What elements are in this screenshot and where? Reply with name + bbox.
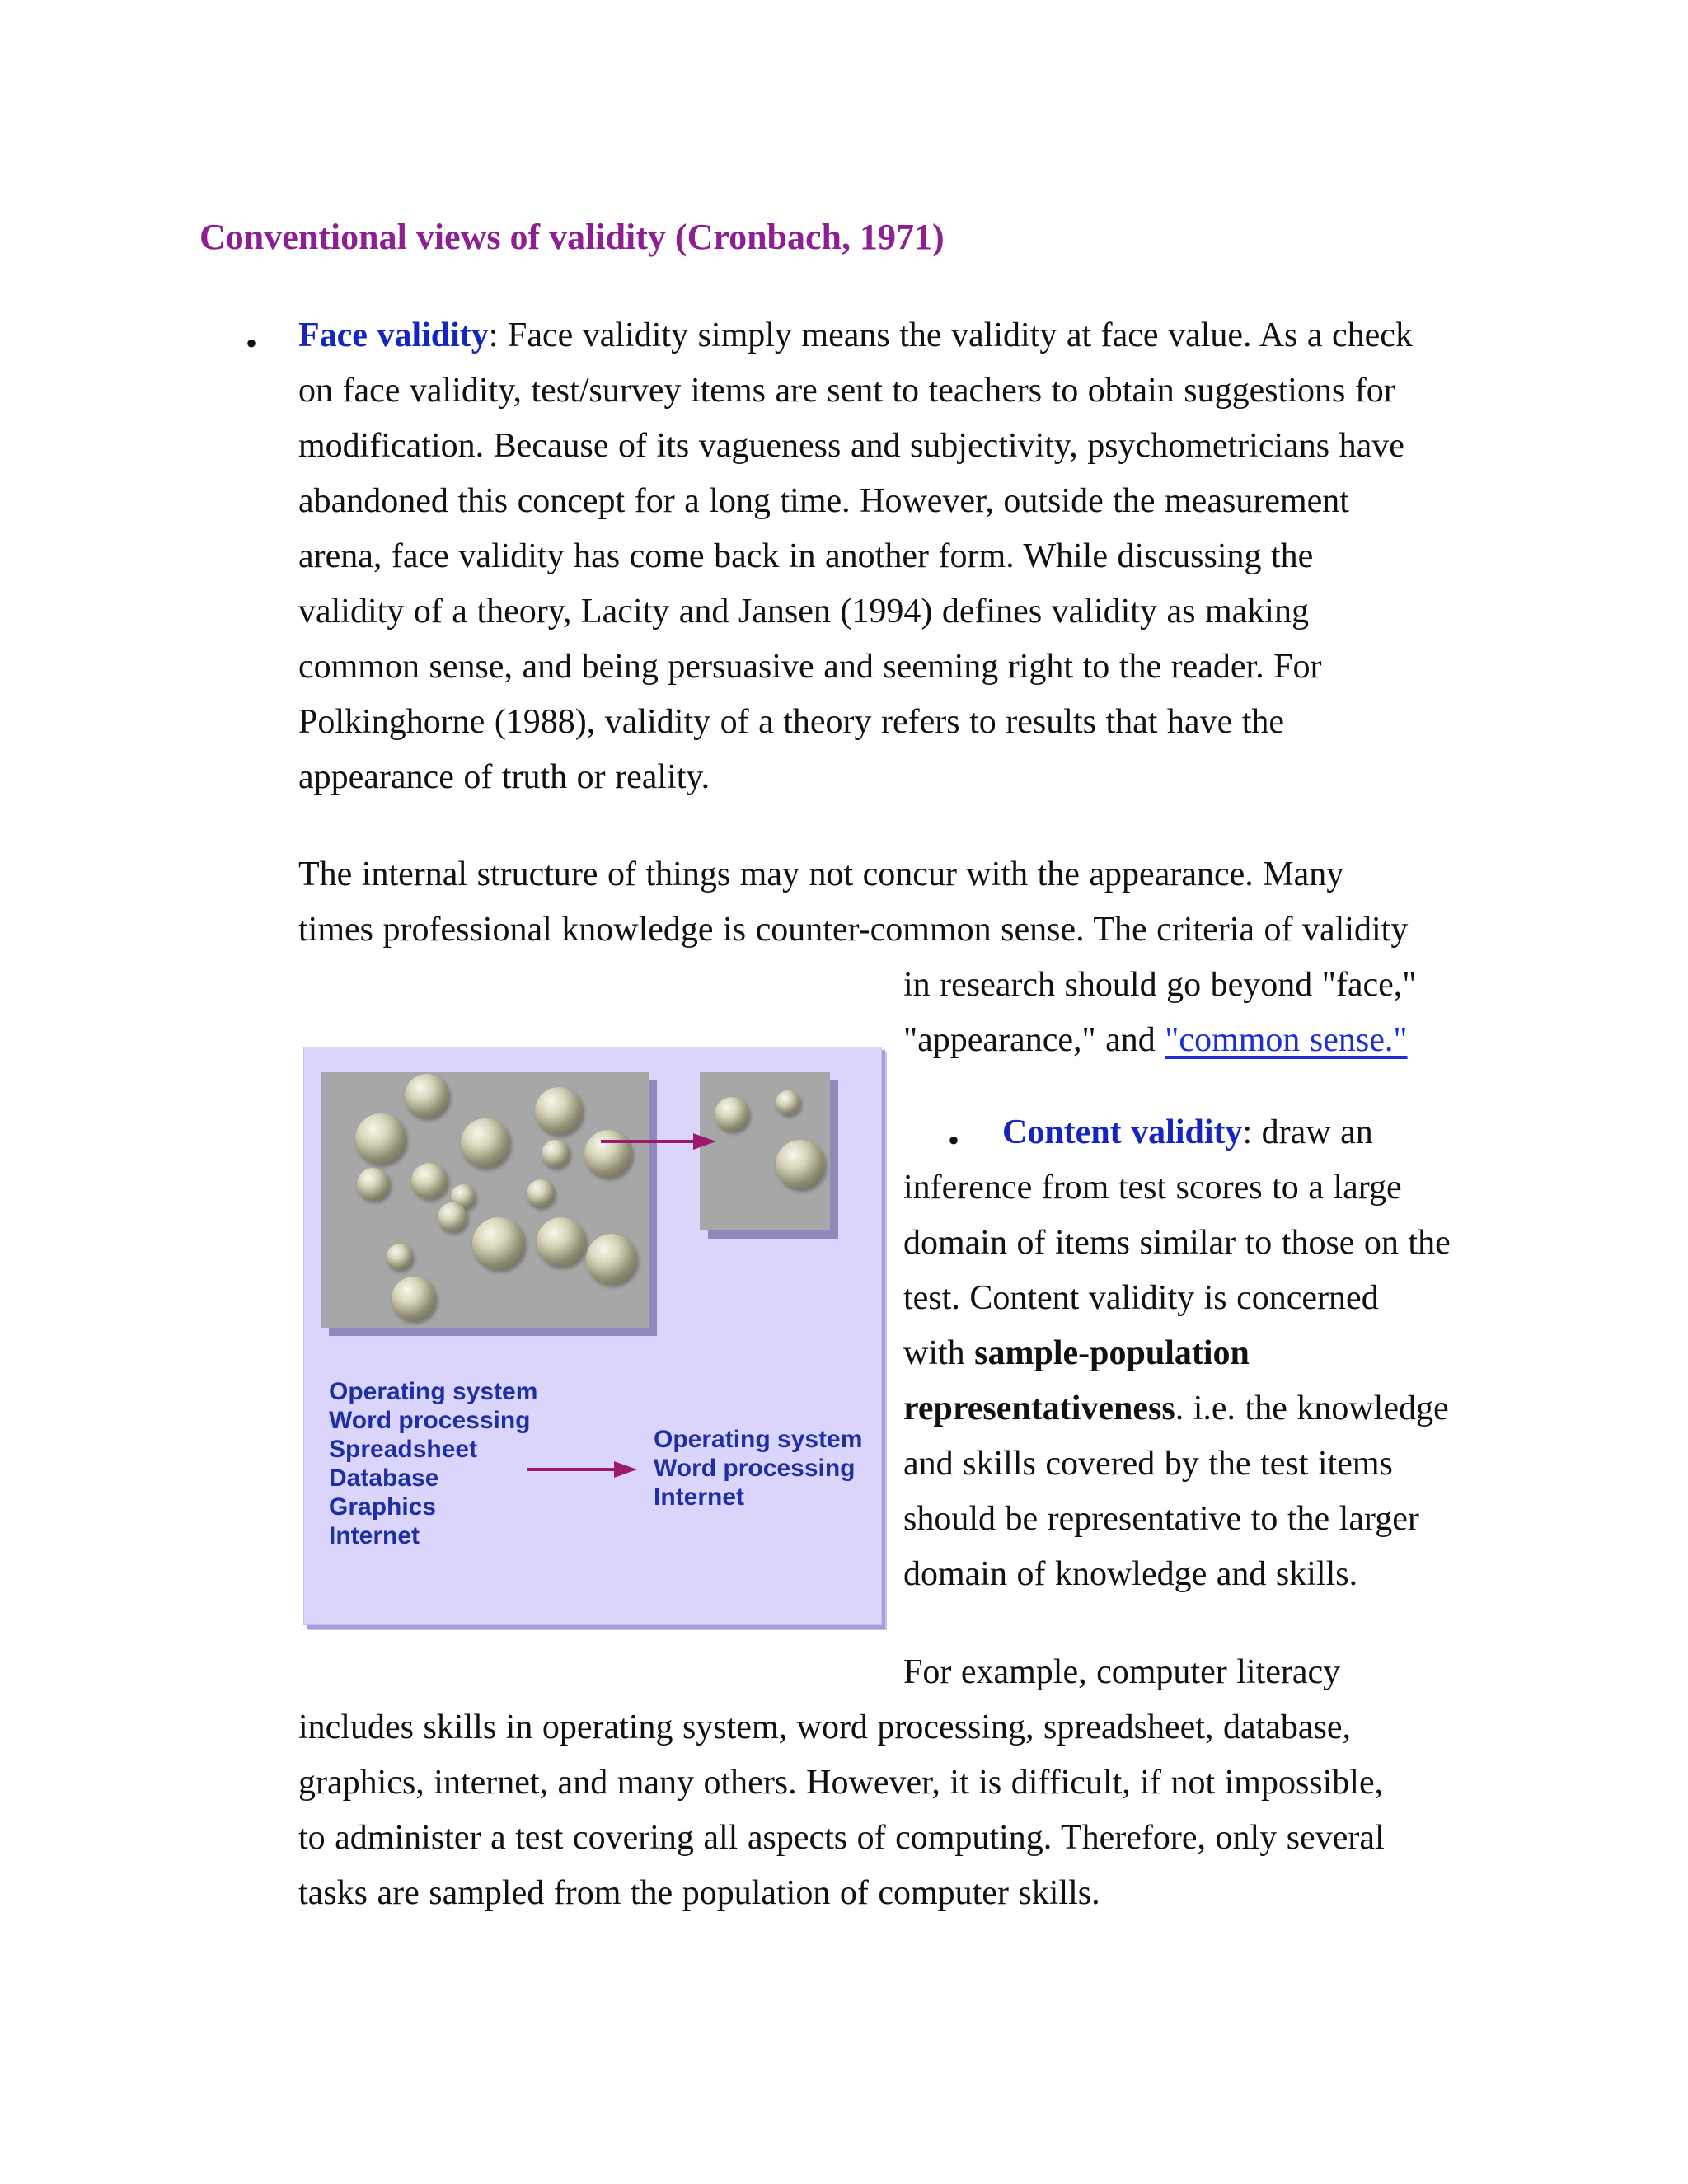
- text-line: inference from test scores to a large: [903, 1169, 1402, 1207]
- list-item: Internet: [329, 1522, 420, 1549]
- text-line: [298, 308, 1413, 363]
- internal-structure-paragraph: [298, 847, 1408, 958]
- internal-structure-continued: [903, 958, 1416, 1068]
- page-title: Conventional views of validity (Cronbach, 1971): [199, 217, 945, 257]
- text-line: times professional knowledge is counter-common sense. The criteria of validity: [298, 911, 1409, 949]
- text-line: [903, 1013, 1416, 1068]
- text-line: appearance of truth or reality.: [298, 758, 710, 796]
- text-line: includes skills in operating system, word processing, spreadsheet, database,: [298, 1708, 1352, 1746]
- text-fragment: : Face validity simply means the validity at face value. As a check: [488, 316, 1413, 354]
- list-item: Database: [329, 1465, 439, 1492]
- text-line: arena, face validity has come back in another form. While discussing the: [298, 537, 1314, 575]
- text-line: tasks are sampled from the population of computer skills.: [298, 1874, 1100, 1912]
- text-fragment: . i.e. the knowledge: [1175, 1390, 1449, 1427]
- sampling-figure: [303, 1047, 882, 1625]
- list-item: Word processing: [329, 1407, 531, 1434]
- text-line: Polkinghorne (1988), validity of a theory refers to results that have the: [298, 703, 1285, 741]
- list-item: Internet: [654, 1483, 745, 1511]
- bullet-content-validity: •: [948, 1122, 960, 1159]
- list-item: Word processing: [654, 1455, 856, 1482]
- content-validity-paragraph: [903, 1105, 1451, 1602]
- text-line: [903, 1381, 1451, 1436]
- face-validity-term: Face validity: [298, 316, 489, 354]
- text-fragment: with: [903, 1334, 975, 1372]
- text-line: domain of items similar to those on the: [903, 1224, 1451, 1262]
- text-line: domain of knowledge and skills.: [903, 1555, 1358, 1593]
- text-line: For example, computer literacy: [903, 1653, 1341, 1691]
- arrow-top-head: [693, 1133, 716, 1150]
- bold-phrase: representativeness: [903, 1390, 1175, 1427]
- text-line: to administer a test covering all aspects of computing. Therefore, only several: [298, 1819, 1385, 1857]
- text-line: test. Content validity is concerned: [903, 1279, 1379, 1317]
- text-line: The internal structure of things may not concur with the appearance. Many: [298, 855, 1344, 893]
- text-line: should be representative to the larger: [903, 1500, 1419, 1538]
- text-line: on face validity, test/survey items are sent to teachers to obtain suggestions for: [298, 372, 1395, 410]
- text-line: and skills covered by the test items: [903, 1445, 1393, 1483]
- text-line: [903, 1326, 1451, 1381]
- text-line: [903, 1105, 1451, 1160]
- bold-phrase: sample-population: [974, 1334, 1250, 1372]
- text-fragment: "appearance," and: [903, 1021, 1165, 1059]
- text-line: validity of a theory, Lacity and Jansen (1994) defines validity as making: [298, 593, 1309, 630]
- text-line: modification. Because of its vagueness and subjectivity, psychometricians have: [298, 427, 1404, 465]
- text-line: common sense, and being persuasive and seeming right to the reader. For: [298, 648, 1322, 686]
- list-item: Graphics: [329, 1493, 437, 1521]
- face-validity-paragraph: [298, 308, 1413, 805]
- sample-skills-list: [654, 1425, 862, 1511]
- content-validity-term: Content validity: [1002, 1113, 1243, 1151]
- text-fragment: : draw an: [1242, 1113, 1373, 1151]
- text-line: abandoned this concept for a long time. However, outside the measurement: [298, 482, 1349, 520]
- bullet-face-validity: •: [246, 325, 258, 362]
- example-paragraph: [298, 1700, 1385, 1921]
- list-item: Spreadsheet: [329, 1436, 478, 1463]
- text-line: in research should go beyond "face,": [903, 966, 1417, 1004]
- list-item: Operating system: [329, 1378, 538, 1405]
- arrow-bottom-head: [614, 1461, 637, 1478]
- text-line: graphics, internet, and many others. However, it is difficult, if not impossible,: [298, 1764, 1384, 1802]
- population-skills-list: [329, 1377, 537, 1550]
- example-paragraph-start: [903, 1645, 1340, 1700]
- common-sense-link[interactable]: "common sense.": [1165, 1021, 1408, 1059]
- list-item: Operating system: [654, 1426, 863, 1453]
